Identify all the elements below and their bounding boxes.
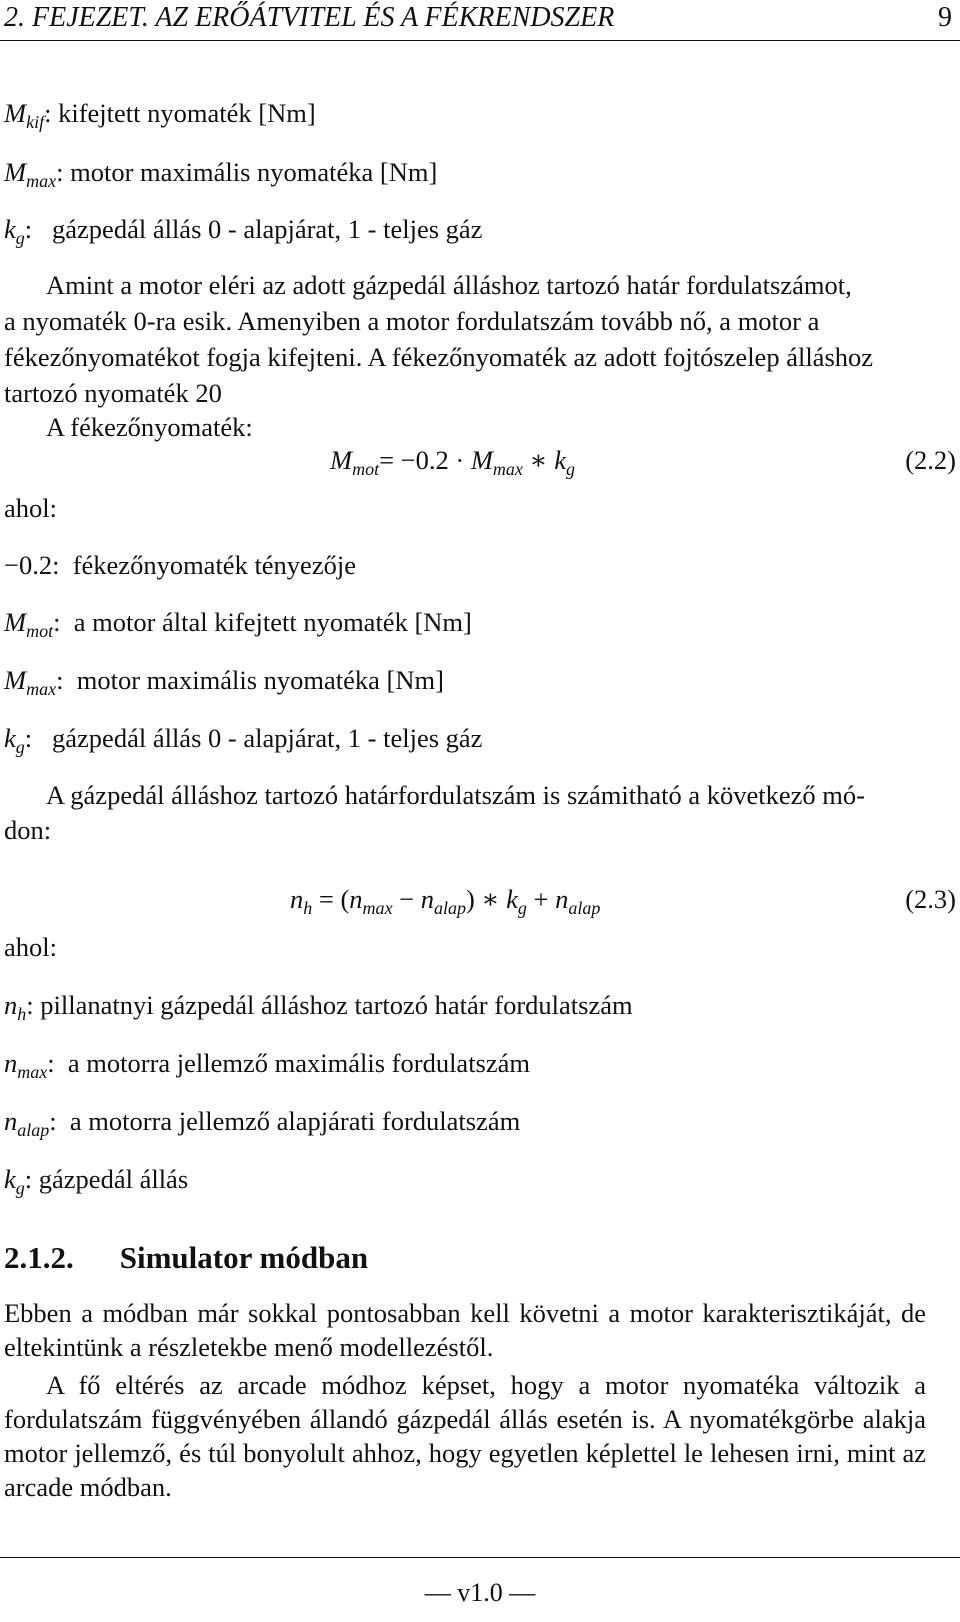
definition-nmax: $n_{max}$: a motorra jellemző maximális fordulatszám <box>4 1048 531 1082</box>
para2-line2: don: <box>4 815 52 845</box>
footer-version: — v1.0 — <box>424 1578 536 1607</box>
section-heading <box>4 1240 368 1276</box>
para1-line2: a nyomaték 0-ra esik. Amenyiben a motor fordulatszám tovább nő, a motor a <box>4 306 820 336</box>
chapter-title: 2. FEJEZET. AZ ERŐÁTVITEL ÉS A FÉKRENDSZER <box>4 2 615 33</box>
section-title: Simulator módban <box>119 1240 369 1275</box>
brake-intro: A fékezőnyomaték: <box>46 412 253 442</box>
definition-nh: $n_h$: pillanatnyi gázpedál álláshoz tartozó határ fordulatszám <box>4 990 633 1024</box>
definition-kg-2: $k_g$: gázpedál állás 0 - alapjárat, 1 - teljes gáz <box>4 723 483 757</box>
para1-line1: Amint a motor eléri az adott gázpedál álláshoz tartozó határ fordulatszámot, <box>46 270 852 300</box>
equation-number-2-3: (2.3) <box>905 884 956 914</box>
para1-line4: tartozó nyomaték 20 <box>4 378 222 408</box>
definition-mkif: $M_{kif}$: kifejtett nyomaték [Nm] <box>4 98 316 132</box>
running-header <box>4 2 956 38</box>
paragraph-4: A fő eltérés az arcade módhoz képset, hogy a motor nyomatéka változik a fordulatszám függvényében állandó gázpedál állás esetén is. A nyomatékgörbe alakja motor jellemző, és túl bonyolult ahhoz, hogy egyetlen képlettel le lehesen irni, mint az arcade módban. <box>4 1370 926 1502</box>
equation-2-3: $n_h = (n_{max} - n_{alap})$ ∗ $k_g + n_{alap}$ <box>290 884 601 918</box>
para1-line3: fékezőnyomatékot fogja kifejteni. A fékezőnyomaték az adott fojtószelep álláshoz <box>4 342 874 372</box>
equation-2-2: $M_{mot}= -0.2 \cdot M_{max}$ ∗ $k_g$ <box>330 445 575 479</box>
equation-number-2-2: (2.2) <box>905 445 956 475</box>
definition-kg: $k_g$: gázpedál állás 0 - alapjárat, 1 - teljes gáz <box>4 214 483 248</box>
definition-factor: −0.2: fékezőnyomaték tényezője <box>4 550 356 580</box>
para2-line1: A gázpedál álláshoz tartozó határfordulatszám is számitható a következő mó- <box>46 780 865 810</box>
page-number: 9 <box>938 2 952 33</box>
definition-mmax: $M_{max}$: motor maximális nyomatéka [Nm] <box>4 157 438 191</box>
ahol-label-1: ahol: <box>4 493 57 523</box>
definition-mmot: $M_{mot}$: a motor által kifejtett nyomaték [Nm] <box>4 607 472 641</box>
ahol-label-2: ahol: <box>4 932 57 962</box>
section-number: 2.1.2. <box>4 1240 74 1275</box>
footer-rule <box>0 1557 960 1558</box>
paragraph-3: Ebben a módban már sokkal pontosabban kell követni a motor karakterisztikáját, de eltekintünk a részletekbe menő modellezéstől. <box>4 1298 926 1362</box>
definition-nalap: $n_{alap}$: a motorra jellemző alapjárati fordulatszám <box>4 1106 521 1140</box>
definition-mmax-2: $M_{max}$: motor maximális nyomatéka [Nm] <box>4 665 444 699</box>
header-rule <box>0 40 960 41</box>
definition-kg-3: $k_g$: gázpedál állás <box>4 1164 189 1198</box>
